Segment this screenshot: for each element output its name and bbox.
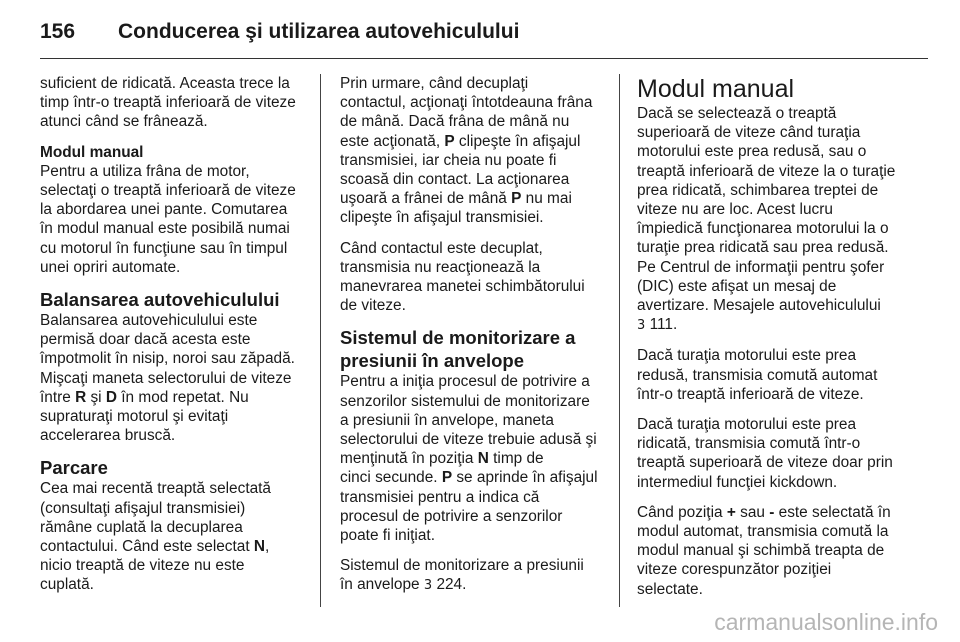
text-line: Pentru a iniţia procesul de potrivire a — [340, 373, 590, 391]
text-line: cuplată. — [40, 576, 94, 594]
text-line: Dacă se selectează o treaptă — [637, 105, 837, 122]
text-line: intermediul funcţiei kickdown. — [637, 473, 838, 491]
heading-tpms-1: Sistemul de monitorizare a — [340, 327, 576, 349]
column-1 — [40, 74, 308, 606]
text-line: Când contactul este decuplat, — [340, 239, 543, 257]
text-line: clipeşte în afişajul transmisiei. — [340, 209, 544, 227]
parking-text-end — [40, 556, 308, 594]
paragraph-plus-minus: Când poziţia + sau - este selectată în modul automat, transmisia comută la modul manual şi schimbă treapta de viteze corespunzător poziţiei selectate. — [637, 503, 912, 599]
text-line: Dacă turaţia motorului este prea — [637, 347, 857, 365]
text-line: viteze nu are loc. Acest lucru — [637, 201, 833, 219]
paragraph-ignition-off — [340, 239, 608, 316]
text-line: transmisiei, iar cheia nu poate fi — [340, 151, 557, 169]
page-reference-icon: 3 — [637, 318, 646, 334]
watermark: carmanualsonline.info — [714, 609, 938, 635]
text-line: nicio treaptă de viteze nu este — [40, 557, 245, 575]
heading-manual-mode: Modul manual — [637, 75, 795, 103]
text-line: motorului este prea redusă, sau o — [637, 143, 867, 161]
manual-shift-text — [637, 104, 912, 315]
page-reference-link[interactable]: 111. — [649, 316, 678, 334]
column-divider-2 — [619, 74, 620, 607]
page-number: 156 — [40, 20, 76, 43]
text-line: avertizare. Mesajele autovehiculului — [637, 297, 881, 315]
page-reference-icon: 3 — [423, 578, 433, 594]
paragraph-high-rpm — [637, 415, 912, 492]
text-line: prea ridicată, schimbarea treptei de — [637, 181, 879, 199]
text-line: contactul, acţionaţi întotdeauna frâna — [340, 94, 593, 112]
text-line: poate fi iniţiat. — [340, 527, 435, 545]
paragraph-parking — [40, 456, 308, 594]
text-line: modul manual şi schimbă treapta de — [637, 542, 885, 560]
text-line: viteze corespunzător poziţiei — [637, 561, 832, 579]
text-line: treaptă superioară de viteze doar prin — [637, 454, 893, 472]
text-line: de mână. Dacă frâna de mână nu — [340, 113, 570, 131]
text-line: împotmolit în nisip, noroi sau zăpadă. — [40, 350, 295, 368]
text-line: supraturaţi motorul şi evitaţi — [40, 408, 229, 426]
text-line: modul automat, transmisia comută la — [637, 523, 889, 541]
text-line: unei opriri automate. — [40, 258, 181, 276]
paragraph-manual-shift — [637, 74, 912, 335]
gear-r: R — [75, 388, 87, 406]
text-line: treaptă inferioară de viteze la o turaţie — [637, 162, 896, 180]
text-line: a presiunii în anvelope, maneta — [340, 411, 554, 429]
text-line: selectate. — [637, 580, 703, 598]
text-line: Pe Centrul de informaţii pentru şofer — [637, 258, 885, 276]
text-line: timp într-o treaptă inferioară de viteze — [40, 94, 296, 112]
text-line: transmisia nu reacţionează la — [340, 258, 541, 276]
text-line: selectaţi o treaptă inferioară de viteze — [40, 182, 296, 200]
rocking-text — [40, 311, 308, 388]
text-line: redusă, transmisia comută automat — [637, 366, 878, 384]
text-line: selectorului de viteze trebuie adusă şi — [340, 431, 597, 449]
text-line: Pentru a utiliza frâna de motor, — [40, 162, 250, 180]
text-line: transmisiei pentru a indica că — [340, 488, 540, 506]
rocking-gear-line: între R şi D în mod repetat. Nu — [40, 388, 249, 406]
column-3 — [637, 74, 912, 610]
gear-n: N — [477, 450, 489, 468]
paragraph-manual-mode — [40, 143, 308, 277]
text-line: ridicată, transmisia comută într-o — [637, 435, 861, 453]
gear-p: P — [511, 190, 522, 208]
gear-d: D — [105, 388, 117, 406]
heading-parking: Parcare — [40, 457, 108, 479]
heading-tpms-2: presiunii în anvelope — [340, 350, 525, 372]
minus-symbol: - — [769, 503, 775, 521]
gear-p: P — [444, 132, 455, 150]
text-line: Prin urmare, când decuplaţi — [340, 75, 529, 92]
text-line: scoasă din contact. La acţionarea — [340, 171, 570, 189]
text-line: de viteze. — [340, 297, 406, 315]
text-line: accelerarea bruscă. — [40, 427, 176, 445]
column-2 — [340, 74, 608, 607]
text-line: (DIC) este afişat un mesaj de — [637, 277, 837, 295]
text-line: la abordarea unei pante. Comutarea — [40, 201, 288, 219]
column-divider-1 — [320, 74, 321, 607]
text-line: într-o treaptă inferioară de viteze. — [637, 385, 864, 403]
parking-neutral-line: contactului. Când este selectat N, — [40, 538, 270, 556]
text-line: atunci când se frânează. — [40, 113, 208, 131]
text-line: Mişcaţi maneta selectorului de viteze — [40, 369, 292, 387]
text-line: suficient de ridicată. Aceasta trece la — [40, 75, 290, 92]
paragraph-braking — [40, 74, 308, 132]
tpms-text — [340, 372, 608, 449]
text-line: superioară de viteze când turaţia — [637, 124, 861, 142]
text-line: procesul de potrivire a senzorilor — [340, 507, 563, 525]
text-line: permisă doar dacă acesta este — [40, 331, 251, 349]
text-line: senzorilor sistemului de monitorizare — [340, 392, 590, 410]
text-line: Cea mai recentă treaptă selectată — [40, 480, 271, 498]
text-line: Dacă turaţia motorului este prea — [637, 416, 857, 434]
plus-symbol: + — [726, 503, 736, 521]
gear-n: N — [253, 538, 266, 556]
text-line: împiedică funcţionarea motorului la o — [637, 220, 889, 238]
page-header — [40, 14, 519, 50]
text-line: manevrarea manetei schimbătorului — [340, 278, 585, 296]
paragraph-parking-brake: Prin urmare, când decuplaţi contactul, acţionaţi întotdeauna frâna de mână. Dacă frâna de mână nu este acţionată, P clipeşte în afişajul transmisiei, iar cheia nu poate fi scoasă din contact. La acţionarea uşoară a frânei de mână P nu mai clipeşte în afişajul transmisiei. — [340, 74, 608, 228]
parking-brake-text — [340, 74, 608, 132]
paragraph-tpms-ref: Sistemul de monitorizare a presiunii în anvelope 3 224. — [340, 557, 584, 594]
text-line: cu motorul în funcţiune sau în timpul — [40, 239, 288, 257]
gear-p: P — [441, 469, 453, 487]
subheading-manual-mode: Modul manual — [40, 143, 144, 161]
text-line: Balansarea autovehiculului este — [40, 312, 258, 330]
text-line: în modul manual este posibilă numai — [40, 220, 290, 238]
page-reference-link[interactable]: 224. — [436, 576, 467, 594]
text-line: rămâne cuplată la decuplarea — [40, 518, 243, 536]
paragraph-tpms: Sistemul de monitorizare a presiunii în anvelope Pentru a iniţia procesul de potrivire a senzorilor sistemului de monitorizare a presiunii în anvelope, maneta selectorului de viteze trebuie adusă şi menţinută în poziţia N timp de cinci secunde. P se aprinde în afişajul transmisiei pentru a indica că procesul de potrivire a senzorilor poate fi iniţiat. — [340, 326, 608, 545]
text-line: turaţie prea ridicată sau prea redusă. — [637, 239, 889, 257]
heading-rocking: Balansarea autovehiculului — [40, 289, 280, 311]
parking-text — [40, 479, 308, 537]
header-rule — [40, 58, 928, 59]
paragraph-low-rpm — [637, 346, 912, 404]
rocking-text-end — [40, 407, 308, 445]
manual-mode-text — [40, 162, 308, 277]
page-title: Conducerea şi utilizarea autovehiculului — [118, 20, 520, 43]
text-line: (consultaţi afişajul transmisiei) — [40, 499, 246, 517]
paragraph-rocking — [40, 288, 308, 445]
